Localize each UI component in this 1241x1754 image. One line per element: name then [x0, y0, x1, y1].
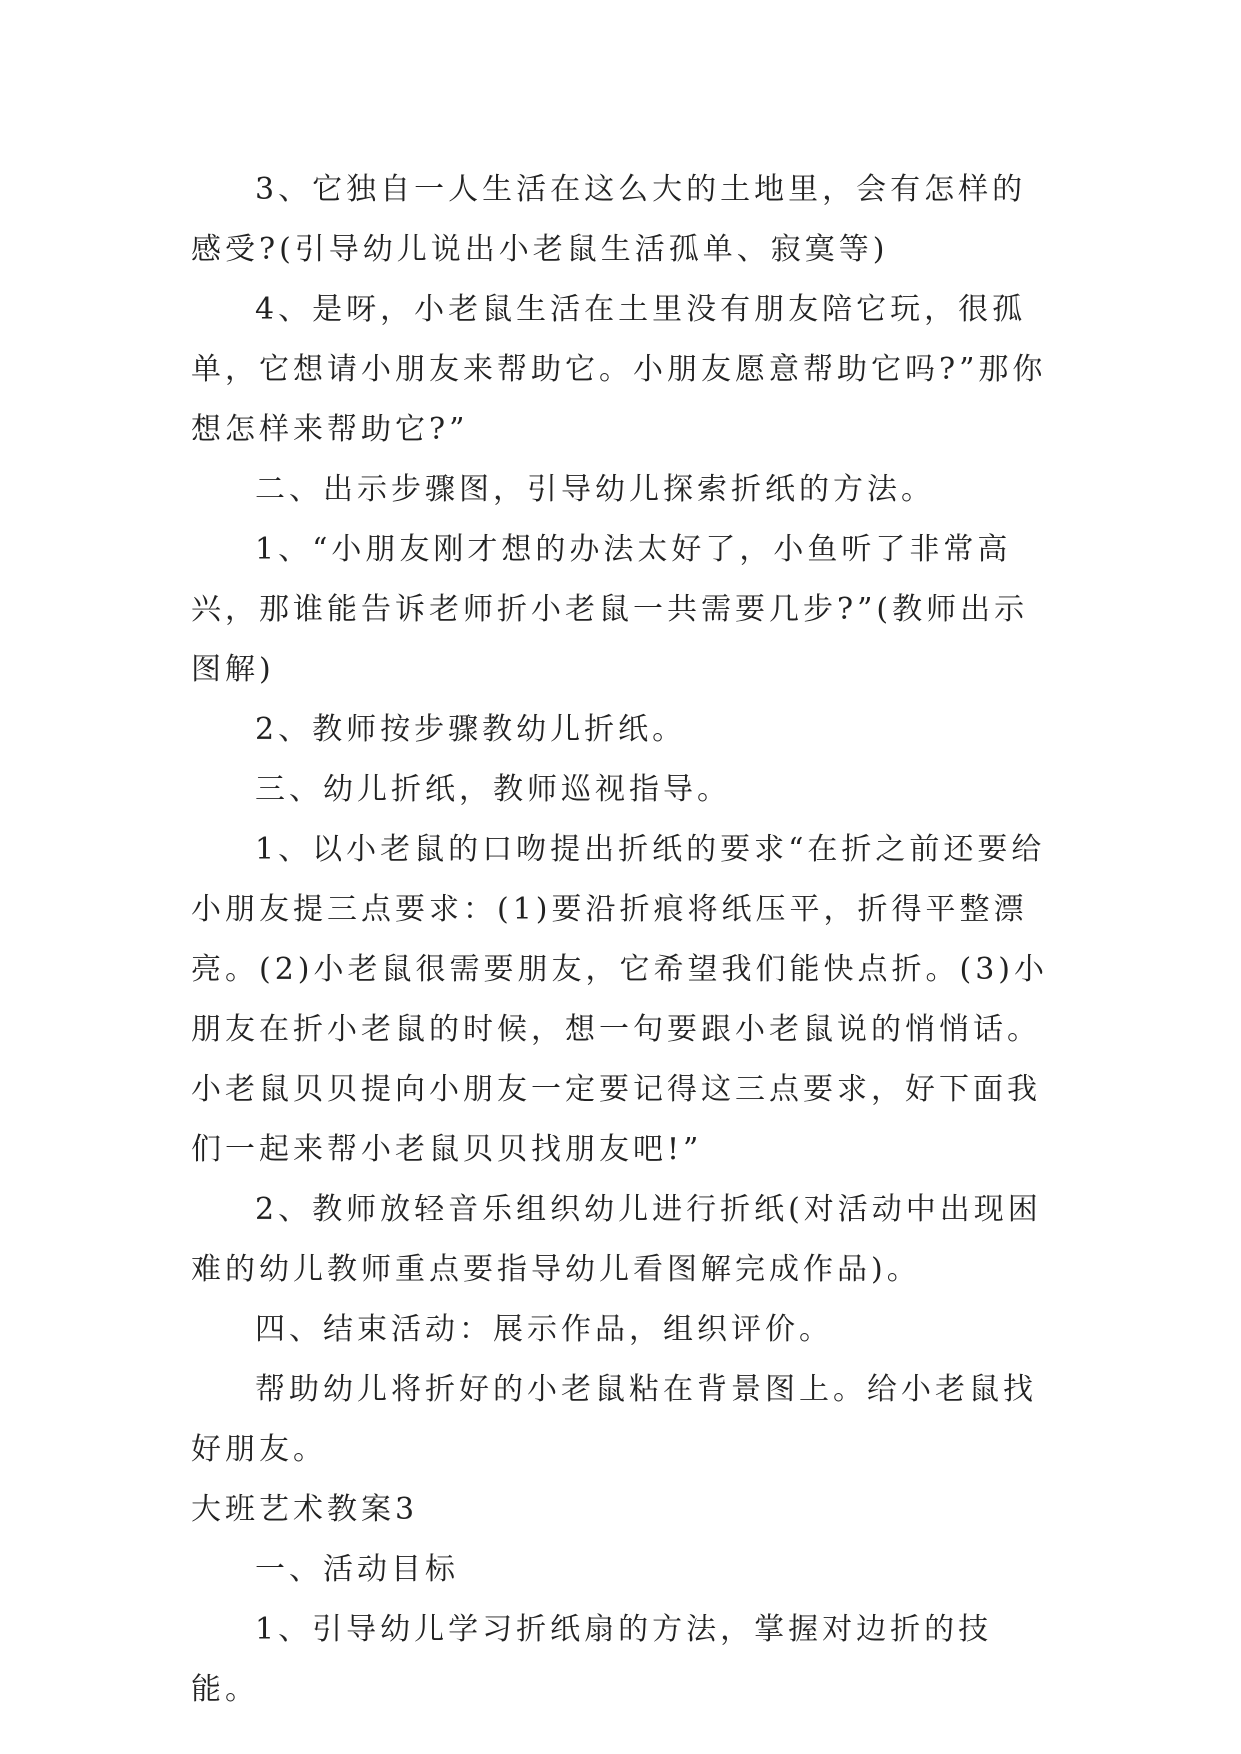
- paragraph-step-3-item-1: 1、以小老鼠的口吻提出折纸的要求“在折之前还要给小朋友提三点要求：(1)要沿折痕将纸压平，折得平整漂亮。(2)小老鼠很需要朋友，它希望我们能快点折。(3)小朋友在折小老鼠的时候，想一句要跟小老鼠说的悄悄话。小老鼠贝贝提向小朋友一定要记得这三点要求，好下面我们一起来帮小老鼠贝贝找朋友吧!”: [191, 832, 1048, 1167]
- paragraph-question-3: 3、它独自一人生活在这么大的土地里，会有怎样的感受?(引导幼儿说出小老鼠生活孤单、寂寞等): [191, 172, 1027, 267]
- paragraph-step-2-item-1: 1、“小朋友刚才想的办法太好了，小鱼听了非常高兴，那谁能告诉老师折小老鼠一共需要几步?”(教师出示图解): [191, 532, 1029, 687]
- paragraph-objectives-heading: 一、活动目标: [255, 1552, 459, 1587]
- paragraph-step-2-heading: 二、出示步骤图，引导幼儿探索折纸的方法。: [255, 472, 935, 507]
- paragraph-step-4-heading: 四、结束活动：展示作品，组织评价。: [255, 1312, 833, 1347]
- section-title: 大班艺术教案3: [191, 1492, 419, 1527]
- paragraph-step-3-item-2: 2、教师放轻音乐组织幼儿进行折纸(对活动中出现困难的幼儿教师重点要指导幼儿看图解完成作品)。: [191, 1192, 1042, 1287]
- paragraph-closing: 帮助幼儿将折好的小老鼠粘在背景图上。给小老鼠找好朋友。: [191, 1372, 1037, 1467]
- document-body: [191, 160, 1051, 1720]
- paragraph-question-4: 4、是呀，小老鼠生活在土里没有朋友陪它玩，很孤单，它想请小朋友来帮助它。小朋友愿意帮助它吗?”那你想怎样来帮助它?”: [191, 292, 1047, 447]
- paragraph-step-3-heading: 三、幼儿折纸，教师巡视指导。: [255, 772, 731, 807]
- paragraph-objective-1: 1、引导幼儿学习折纸扇的方法，掌握对边折的技能。: [191, 1612, 993, 1707]
- paragraph-step-2-item-2: 2、教师按步骤教幼儿折纸。: [255, 712, 687, 747]
